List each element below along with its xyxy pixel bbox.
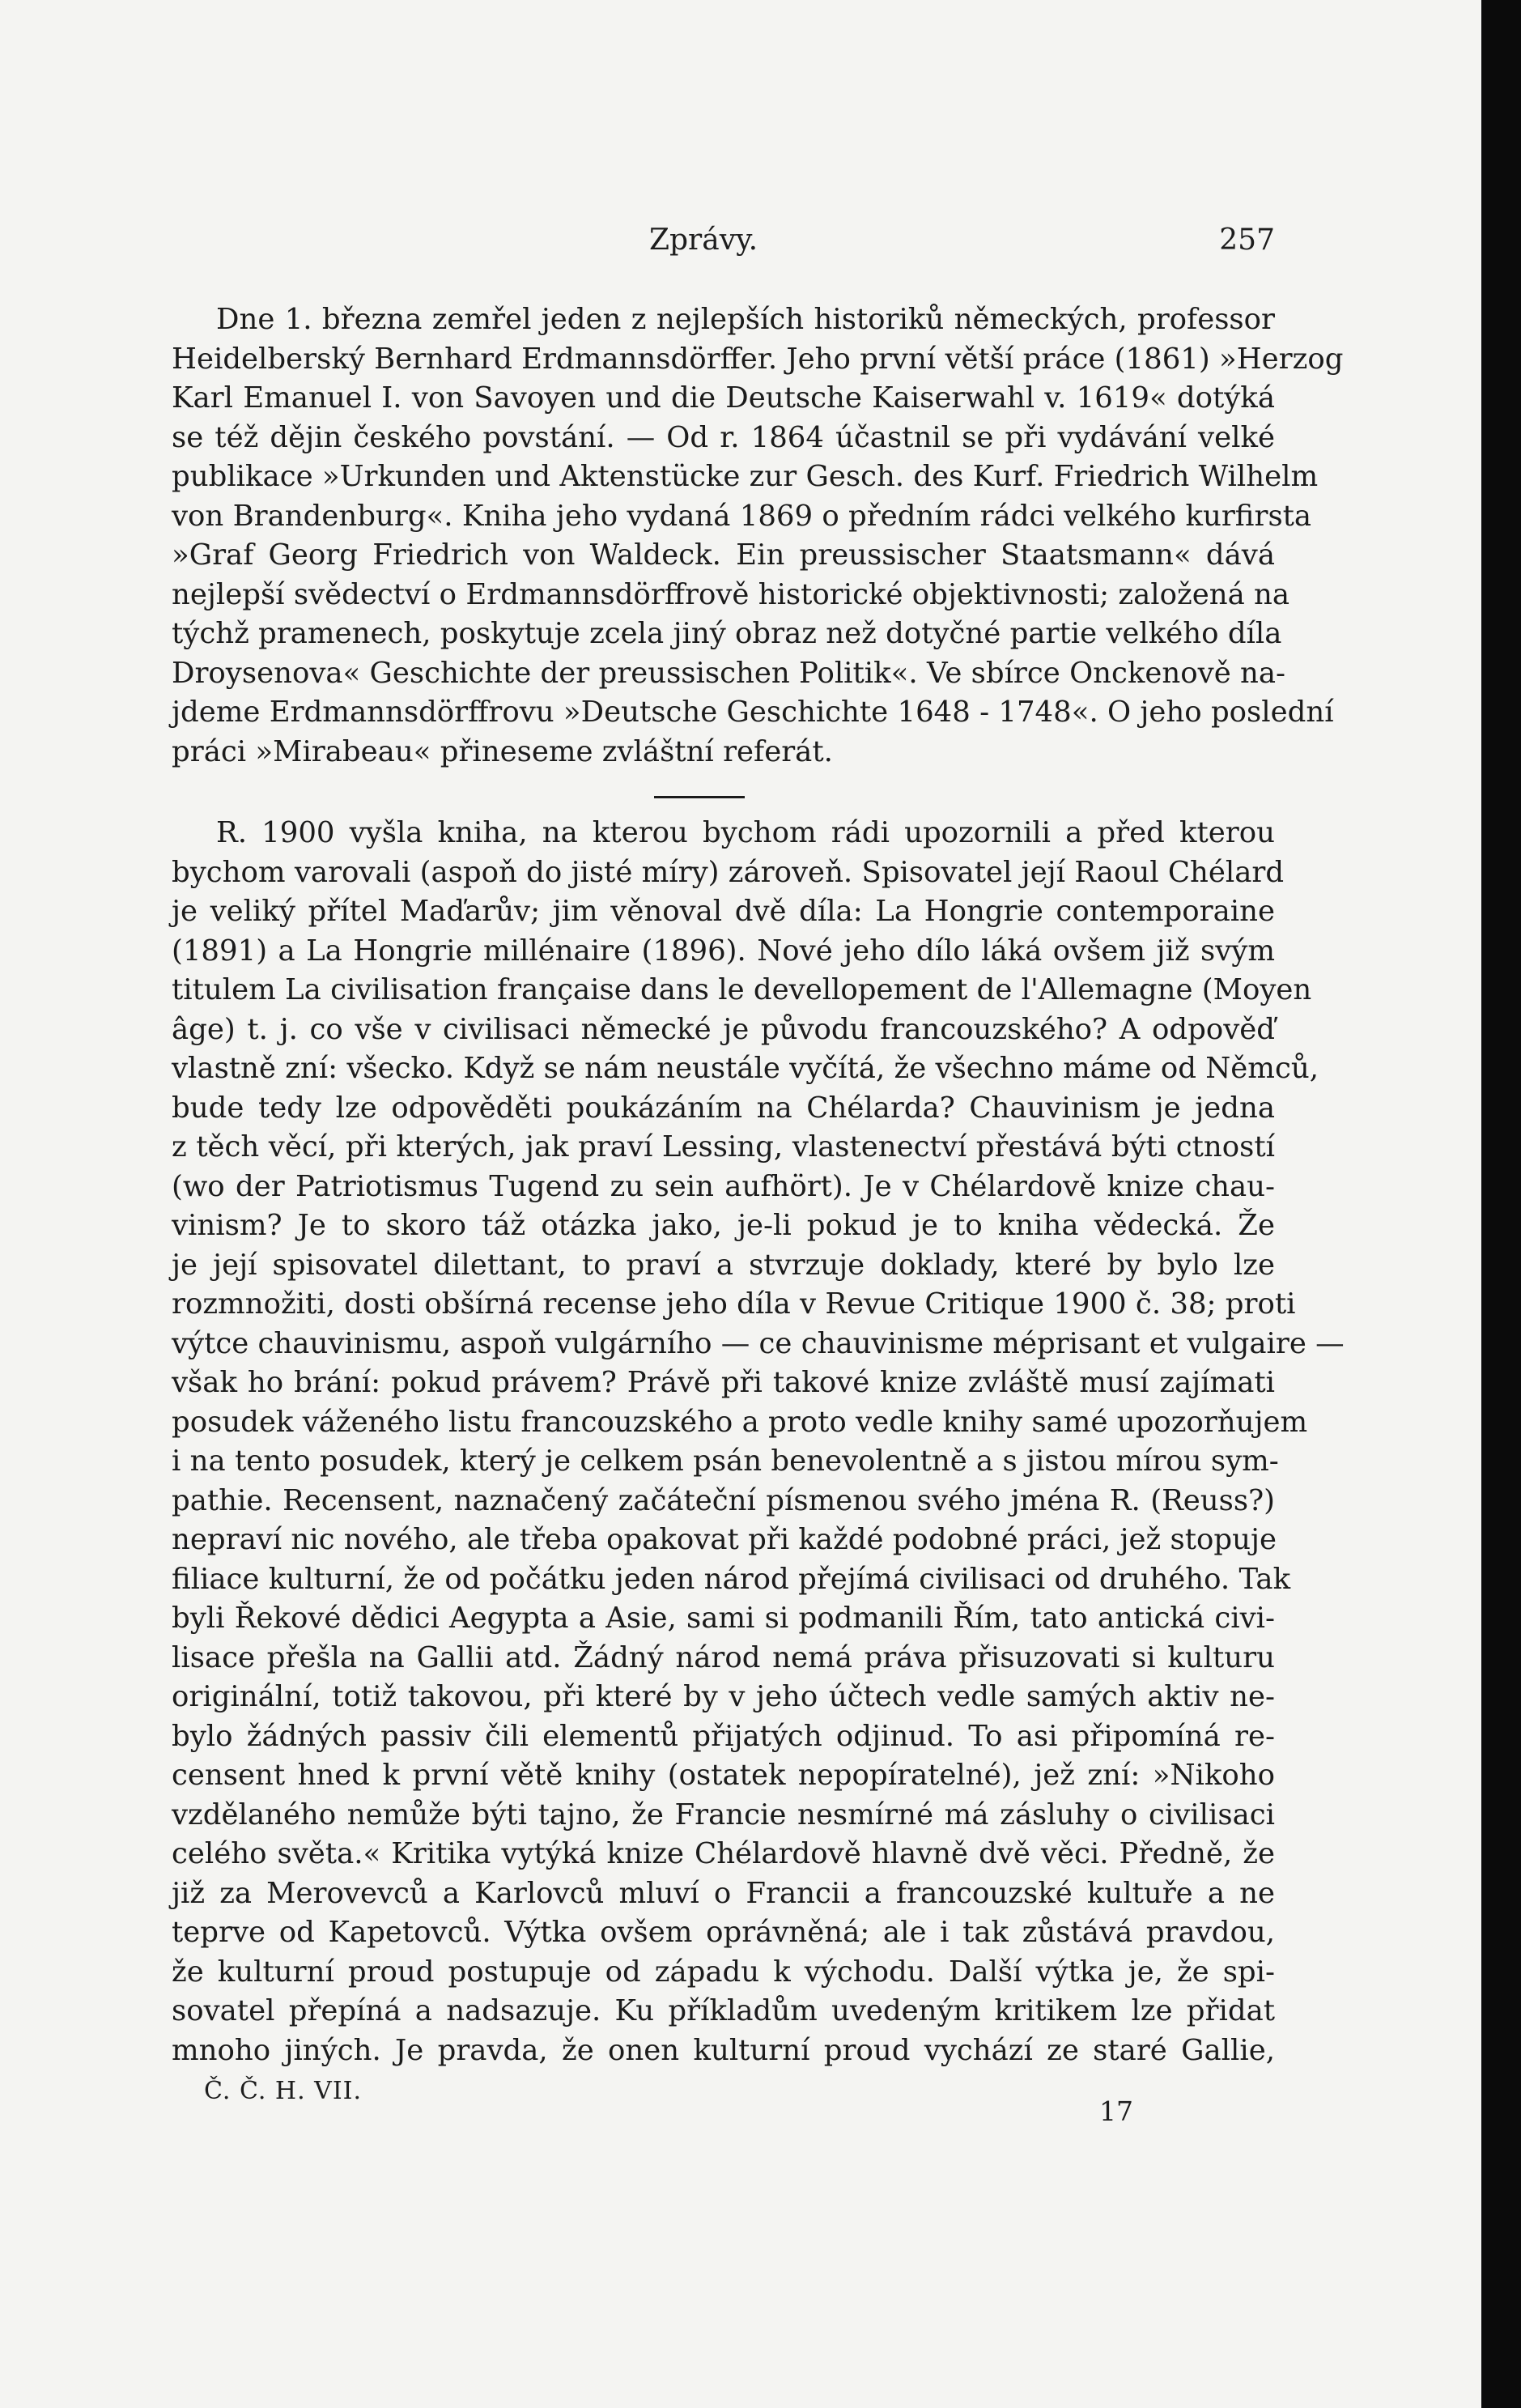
text-line: vinism? Je to skoro táž otázka jako, je-li pokud je to kniha vědecká. Že bbox=[172, 1209, 1275, 1242]
text-line: censent hned k první větě knihy (ostatek nepopíratelné), jež zní: »Nikoho bbox=[172, 1759, 1275, 1792]
text-line: bude tedy lze odpověděti poukázáním na Chélarda? Chauvinism je jedna bbox=[172, 1091, 1275, 1125]
text-line: vlastně zní: všecko. Když se nám neustále vyčítá, že všechno máme od Němců, bbox=[172, 1052, 1319, 1085]
sheet-number: 17 bbox=[1099, 2095, 1133, 2127]
text-line: posudek váženého listu francouzského a proto vedle knihy samé upozorňujem bbox=[172, 1405, 1308, 1439]
text-line: pathie. Recensent, naznačený začáteční písmenou svého jména R. (Reuss?) bbox=[172, 1483, 1275, 1517]
text-line: titulem La civilisation française dans le devellopement de l'Allemagne (Moyen bbox=[172, 973, 1312, 1006]
text-line: âge) t. j. co vše v civilisaci německé je původu francouzského? A odpověď bbox=[172, 1012, 1275, 1046]
text-line: celého světa.« Kritika vytýká knize Chélardově hlavně dvě věci. Předně, že bbox=[172, 1837, 1275, 1870]
text-line: že kulturní proud postupuje od západu k východu. Další výtka je, že spi- bbox=[172, 1955, 1275, 1989]
paragraph-chelard bbox=[172, 814, 1345, 2070]
text-line: týchž pramenech, poskytuje zcela jiný obraz než dotyčné partie velkého díla bbox=[172, 617, 1282, 650]
paragraph-erdmannsdoerffer bbox=[172, 300, 1344, 772]
text-line: se též dějin českého povstání. — Od r. 1864 účastnil se při vydávání velké bbox=[172, 420, 1275, 454]
text-line: Karl Emanuel I. von Savoyen und die Deutsche Kaiserwahl v. 1619« dotýká bbox=[172, 381, 1275, 415]
text-line: Heidelberský Bernhard Erdmannsdörffer. Jeho první větší práce (1861) »Herzog bbox=[172, 342, 1344, 376]
section-separator bbox=[654, 796, 745, 798]
text-line: bylo žádných passiv čili elementů přijatých odjinud. To asi připomíná re- bbox=[172, 1719, 1275, 1753]
text-line: práci »Mirabeau« přineseme zvláštní referát. bbox=[172, 734, 833, 768]
signature-mark: Č. Č. H. VII. bbox=[204, 2077, 363, 2105]
text-line: nepraví nic nového, ale třeba opakovat při každé podobné práci, jež stopuje bbox=[172, 1523, 1277, 1556]
text-line: publikace »Urkunden und Aktenstücke zur Gesch. des Kurf. Friedrich Wilhelm bbox=[172, 460, 1319, 493]
scan-border bbox=[1481, 0, 1521, 2408]
text-line: mnoho jiných. Je pravda, že onen kulturní proud vychází ze staré Gallie, bbox=[172, 2033, 1275, 2067]
text-line: z těch věcí, při kterých, jak praví Lessing, vlastenectví přestává býti ctností bbox=[172, 1130, 1275, 1164]
text-line: Droysenova« Geschichte der preussischen Politik«. Ve sbírce Onckenově na- bbox=[172, 656, 1286, 690]
text-line: lisace přešla na Gallii atd. Žádný národ nemá práva přisuzovati si kulturu bbox=[172, 1640, 1275, 1674]
text-line: Dne 1. března zemřel jeden z nejlepších historiků německých, professor bbox=[216, 303, 1275, 336]
text-line: však ho brání: pokud právem? Právě při takové knize zvláště musí zajímati bbox=[172, 1366, 1275, 1399]
text-line: bychom varovali (aspoň do jisté míry) zároveň. Spisovatel její Raoul Chélard bbox=[172, 855, 1285, 889]
text-line: i na tento posudek, který je celkem psán benevolentně a s jistou mírou sym- bbox=[172, 1444, 1279, 1478]
text-line: teprve od Kapetovců. Výtka ovšem oprávněná; ale i tak zůstává pravdou, bbox=[172, 1916, 1275, 1949]
text-line: sovatel přepíná a nadsazuje. Ku příkladům uvedeným kritikem lze přidat bbox=[172, 1994, 1275, 2027]
text-line: (1891) a La Hongrie millénaire (1896). Nové jeho dílo láká ovšem již svým bbox=[172, 934, 1275, 968]
text-line: byli Řekové dědici Aegypta a Asie, sami si podmanili Řím, tato antická civi- bbox=[172, 1602, 1275, 1635]
text-line: »Graf Georg Friedrich von Waldeck. Ein preussischer Staatsmann« dává bbox=[172, 538, 1275, 572]
text-line: již za Merovevců a Karlovců mluví o Francii a francouzské kultuře a ne bbox=[172, 1876, 1275, 1910]
text-line: vzdělaného nemůže býti tajno, že Francie nesmírné má zásluhy o civilisaci bbox=[172, 1797, 1275, 1832]
section-title: Zprávy. bbox=[649, 223, 758, 257]
text-line: von Brandenburg«. Kniha jeho vydaná 1869 o předním rádci velkého kurfirsta bbox=[172, 499, 1312, 533]
text-line: rozmnožiti, dosti obšírná recense jeho díla v Revue Critique 1900 č. 38; proti bbox=[172, 1287, 1296, 1321]
text-line: R. 1900 vyšla kniha, na kterou bychom rádi upozornili a před kterou bbox=[216, 816, 1275, 849]
text-line: výtce chauvinismu, aspoň vulgárního — ce chauvinisme méprisant et vulgaire — bbox=[172, 1326, 1345, 1360]
text-line: originální, totiž takovou, při které by v jeho účtech vedle samých aktiv ne- bbox=[172, 1680, 1275, 1713]
text-line: je veliký přítel Maďarův; jim věnoval dvě díla: La Hongrie contemporaine bbox=[172, 895, 1275, 928]
text-line: nejlepší svědectví o Erdmannsdörffrově historické objektivnosti; založená na bbox=[172, 577, 1290, 611]
running-header bbox=[172, 223, 1275, 259]
page-number: 257 bbox=[1219, 223, 1275, 257]
text-line: filiace kulturní, že od počátku jeden národ přejímá civilisaci od druhého. Tak bbox=[172, 1562, 1291, 1596]
text-line: (wo der Patriotismus Tugend zu sein aufhört). Je v Chélardově knize chau- bbox=[172, 1169, 1275, 1203]
text-line: jdeme Erdmannsdörffrovu »Deutsche Geschichte 1648 - 1748«. O jeho poslední bbox=[172, 696, 1334, 729]
text-line: je její spisovatel dilettant, to praví a stvrzuje doklady, které by bylo lze bbox=[172, 1248, 1275, 1282]
